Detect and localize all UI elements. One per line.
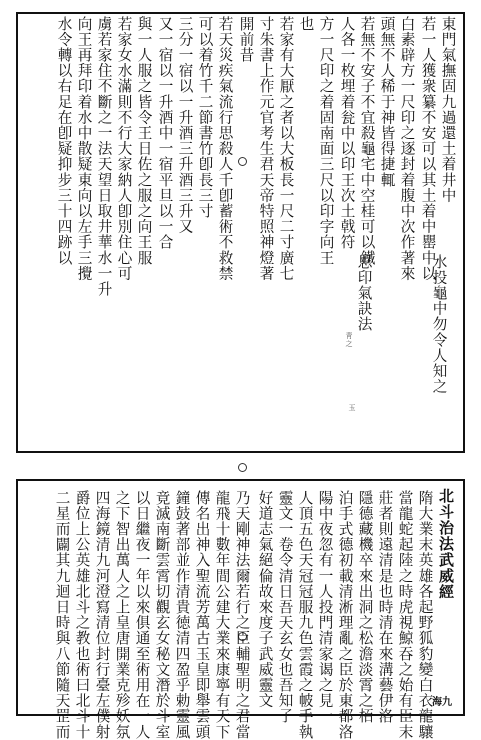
- text-column: 水令轉以右足在卽疑抑步三十四跡以: [55, 16, 73, 266]
- text-column: 泊手式德初載清淅理亂之臣於東都洛: [336, 490, 354, 740]
- text-column: 又一宿以一升酒中一宿平旦以一合: [156, 16, 174, 250]
- text-column: 四海鏡清九河澄寫清位封行臺左僕射: [93, 490, 111, 740]
- text-column: 以日繼夜一年以來俱通至術用在一人: [133, 490, 151, 740]
- text-column: 若家有大厭之者以大板長一尺二寸廣七: [277, 16, 295, 282]
- text-column: 向王再拜印着水中散疑東向以左手三攪: [75, 16, 93, 282]
- text-column: 若天災疾氣流行思殺人千卽蓄術不救禁: [216, 16, 234, 282]
- text-column: 白素辟方一尺印之逐封着腹中次作著來: [398, 16, 416, 282]
- page-number: 海九: [432, 697, 452, 708]
- page-note: 思印氣訣法: [355, 254, 373, 332]
- text-column: 可以着竹千二節書竹卽長三寸: [196, 16, 214, 219]
- text-column: 東門氣撫固九過還土着井中: [439, 16, 457, 204]
- text-column: 靈文一卷令清日吾天玄女也吾知子: [276, 490, 294, 724]
- text-column: 好道志氣絕倫故來度子武威靈文: [256, 490, 274, 709]
- text-column: 虜若家住不斷之一法天望日取井華水一升: [95, 16, 113, 297]
- text-column: 之下智出萬人之上皇唐開業克殄妖氛: [113, 490, 131, 740]
- text-column: 寸朱書上作元官考生君天帝特照神燈著: [257, 16, 275, 282]
- text-column: 二星而闢其九迴日時與八節隨天罡而: [53, 490, 71, 740]
- text-column: 竟滅南斷雲霄切觀玄女秘文潛於斗室: [153, 490, 171, 740]
- text-column: 傳名出神入聖流芳萬古玉皇即舉雲頭: [193, 490, 211, 740]
- text-column: 當龍蛇起陸之時虎視鯨吞之始有臣末: [396, 490, 414, 740]
- secret-title: 水投龜中勿令人知之: [430, 254, 448, 395]
- text-column: 若家女水滿則不行大家納人卽別住心可: [115, 16, 133, 282]
- text-column: 隱德藏機卒來出洞之松澹淡霄之栢: [356, 490, 374, 724]
- text-column: 頭無不人稀于神皆得捷輒: [378, 16, 396, 188]
- text-column: 若無不安子不宜殺龜宅中空桂可以鐵: [358, 16, 376, 266]
- binding-hole: [238, 463, 247, 472]
- text-column: 與一人服之皆令王日佐之服之向王服: [135, 16, 153, 266]
- text-column: 開前昔: [237, 16, 255, 63]
- text-column: 也: [297, 16, 315, 32]
- top-panel-bottom-rule: [16, 451, 465, 453]
- text-column: 三分一宿以一升酒三升酒三升又: [176, 16, 194, 235]
- text-column: 鐘鼓著部並作清貴徳清四盈乎勅靈風: [173, 490, 191, 740]
- small-mark: 玉: [348, 404, 356, 412]
- text-column: 莊者則遠清是也時清在來溝藝伊洛: [376, 490, 394, 724]
- text-column: 陽中夜忽有一人投門清家谒之見一: [316, 490, 334, 724]
- bottom-panel-top-rule: [16, 479, 465, 481]
- text-column: 若一人獲衆纂不安可以其土着中罌中以: [419, 16, 437, 282]
- small-mark: 靑之: [345, 332, 353, 348]
- text-column: 龍飛十數年間公建大業來康寧有天下: [213, 490, 231, 740]
- binding-hole: [238, 157, 247, 166]
- text-column: 爵位上公英雄北斗之教也術曰北斗十: [73, 490, 91, 740]
- text-column: 方一尺印之着固南面三尺以印字向王: [317, 16, 335, 266]
- text-column: 隋大業末英雄各起野狐豹變白衣龍驤: [416, 490, 434, 740]
- text-column: 乃天剛神法爾若行之臣輔聖明之君當: [233, 490, 251, 740]
- text-column: 人頂五色天冠冠服九色雲霞之帔手執: [296, 490, 314, 740]
- text-column: 人各一枚埋着瓮中以印王次土戟符: [338, 16, 356, 250]
- section-title: 北斗治法武威經: [437, 488, 455, 600]
